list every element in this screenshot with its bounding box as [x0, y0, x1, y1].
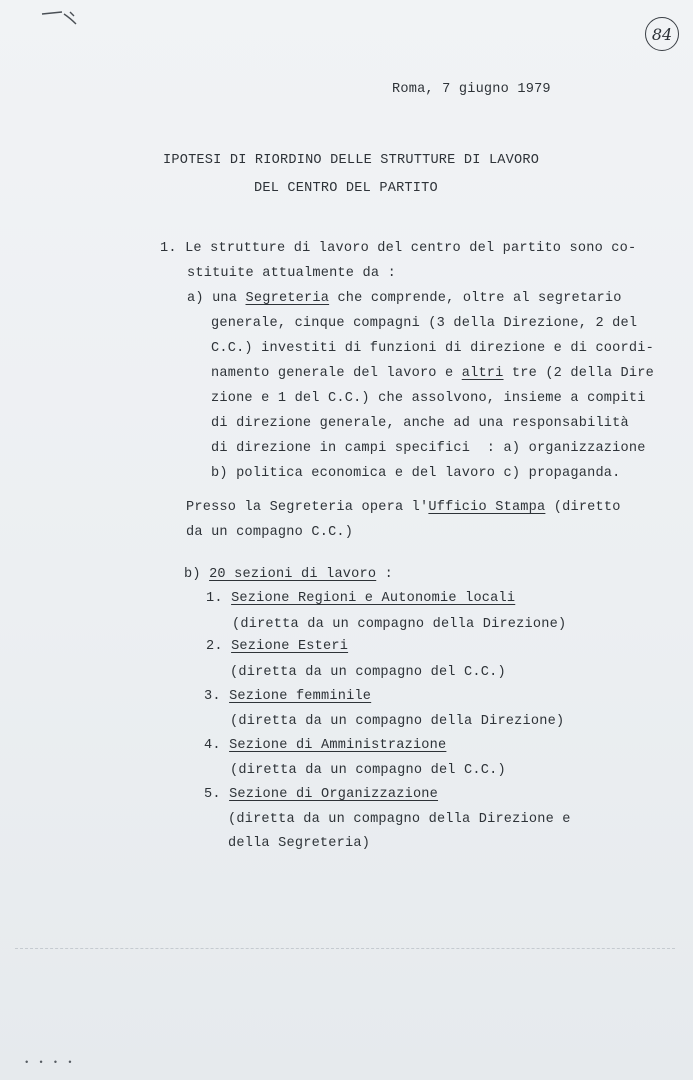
segreteria-term: Segreteria: [245, 291, 330, 306]
point1-line-2: stituite attualmente da :: [187, 266, 396, 281]
section-2-number: 2.: [206, 639, 223, 654]
section-5-note-1: (diretta da un compagno della Direzione e: [228, 812, 571, 827]
ufficio-line-1: [186, 499, 621, 517]
ufficio-line-2: da un compagno C.C.): [186, 525, 354, 540]
section-5-number: 5.: [204, 787, 221, 802]
section-4-number: 4.: [204, 738, 221, 753]
item-b-suffix: :: [376, 567, 393, 582]
altri-term: altri: [461, 366, 504, 381]
section-3-note: (diretta da un compagno della Direzione): [230, 714, 565, 729]
ufficio-rest: (diretto: [545, 500, 621, 515]
ufficio-stampa-term: Ufficio Stampa: [428, 500, 546, 515]
ufficio-pre: Presso la Segreteria opera l': [186, 500, 429, 515]
section-1-number: 1.: [206, 591, 223, 606]
section-4-title: [204, 737, 446, 755]
sezioni-term: 20 sezioni di lavoro: [209, 567, 377, 582]
section-1-title: [206, 590, 515, 608]
item-a-line-8: b) politica economica e del lavoro c) propaganda.: [211, 466, 621, 481]
item-b-prefix: b): [184, 567, 210, 582]
item-a-l4-pre: namento generale del lavoro e: [211, 366, 462, 381]
section-4-name: Sezione di Amministrazione: [229, 738, 447, 753]
title-line-1: IPOTESI DI RIORDINO DELLE STRUTTURE DI LAVORO: [163, 153, 540, 168]
item-b-line: [184, 566, 393, 584]
section-5-name: Sezione di Organizzazione: [229, 787, 439, 802]
section-3-name: Sezione femminile: [229, 689, 372, 704]
item-a-prefix: a) una: [187, 291, 246, 306]
date-line: Roma, 7 giugno 1979: [392, 82, 551, 97]
item-a-l1-rest: che comprende, oltre al segretario: [329, 291, 622, 306]
item-a-line-4: [211, 365, 654, 383]
section-1-name: Sezione Regioni e Autonomie locali: [231, 591, 516, 606]
fold-line: [15, 948, 675, 949]
section-2-note: (diretta da un compagno del C.C.): [230, 665, 506, 680]
item-a-l4-rest: tre (2 della Dire: [503, 366, 654, 381]
section-3-number: 3.: [204, 689, 221, 704]
title-line-2: DEL CENTRO DEL PARTITO: [254, 181, 438, 196]
section-5-title: [204, 786, 438, 804]
bottom-dots: ••••: [24, 1058, 82, 1068]
item-a-line-3: C.C.) investiti di funzioni di direzione e di coordi-: [211, 341, 654, 356]
item-a-line-1: [187, 290, 622, 308]
item-a-line-2: generale, cinque compagni (3 della Direzione, 2 del: [211, 316, 638, 331]
section-5-note-2: della Segreteria): [228, 836, 371, 851]
page-number-stamp: [645, 17, 679, 51]
point1-line-1: 1. Le strutture di lavoro del centro del partito sono co-: [160, 241, 637, 256]
pen-mark-icon: [40, 8, 90, 38]
stamp-text: 84: [651, 24, 673, 44]
item-a-line-5: zione e 1 del C.C.) che assolvono, insieme a compiti: [211, 391, 646, 406]
section-3-title: [204, 688, 371, 706]
section-4-note: (diretta da un compagno del C.C.): [230, 763, 506, 778]
section-2-title: [206, 638, 348, 656]
item-a-line-7: di direzione in campi specifici : a) organizzazione: [211, 441, 646, 456]
section-1-note: (diretta da un compagno della Direzione): [232, 617, 567, 632]
section-2-name: Sezione Esteri: [231, 639, 349, 654]
item-a-line-6: di direzione generale, anche ad una responsabilità: [211, 416, 629, 431]
